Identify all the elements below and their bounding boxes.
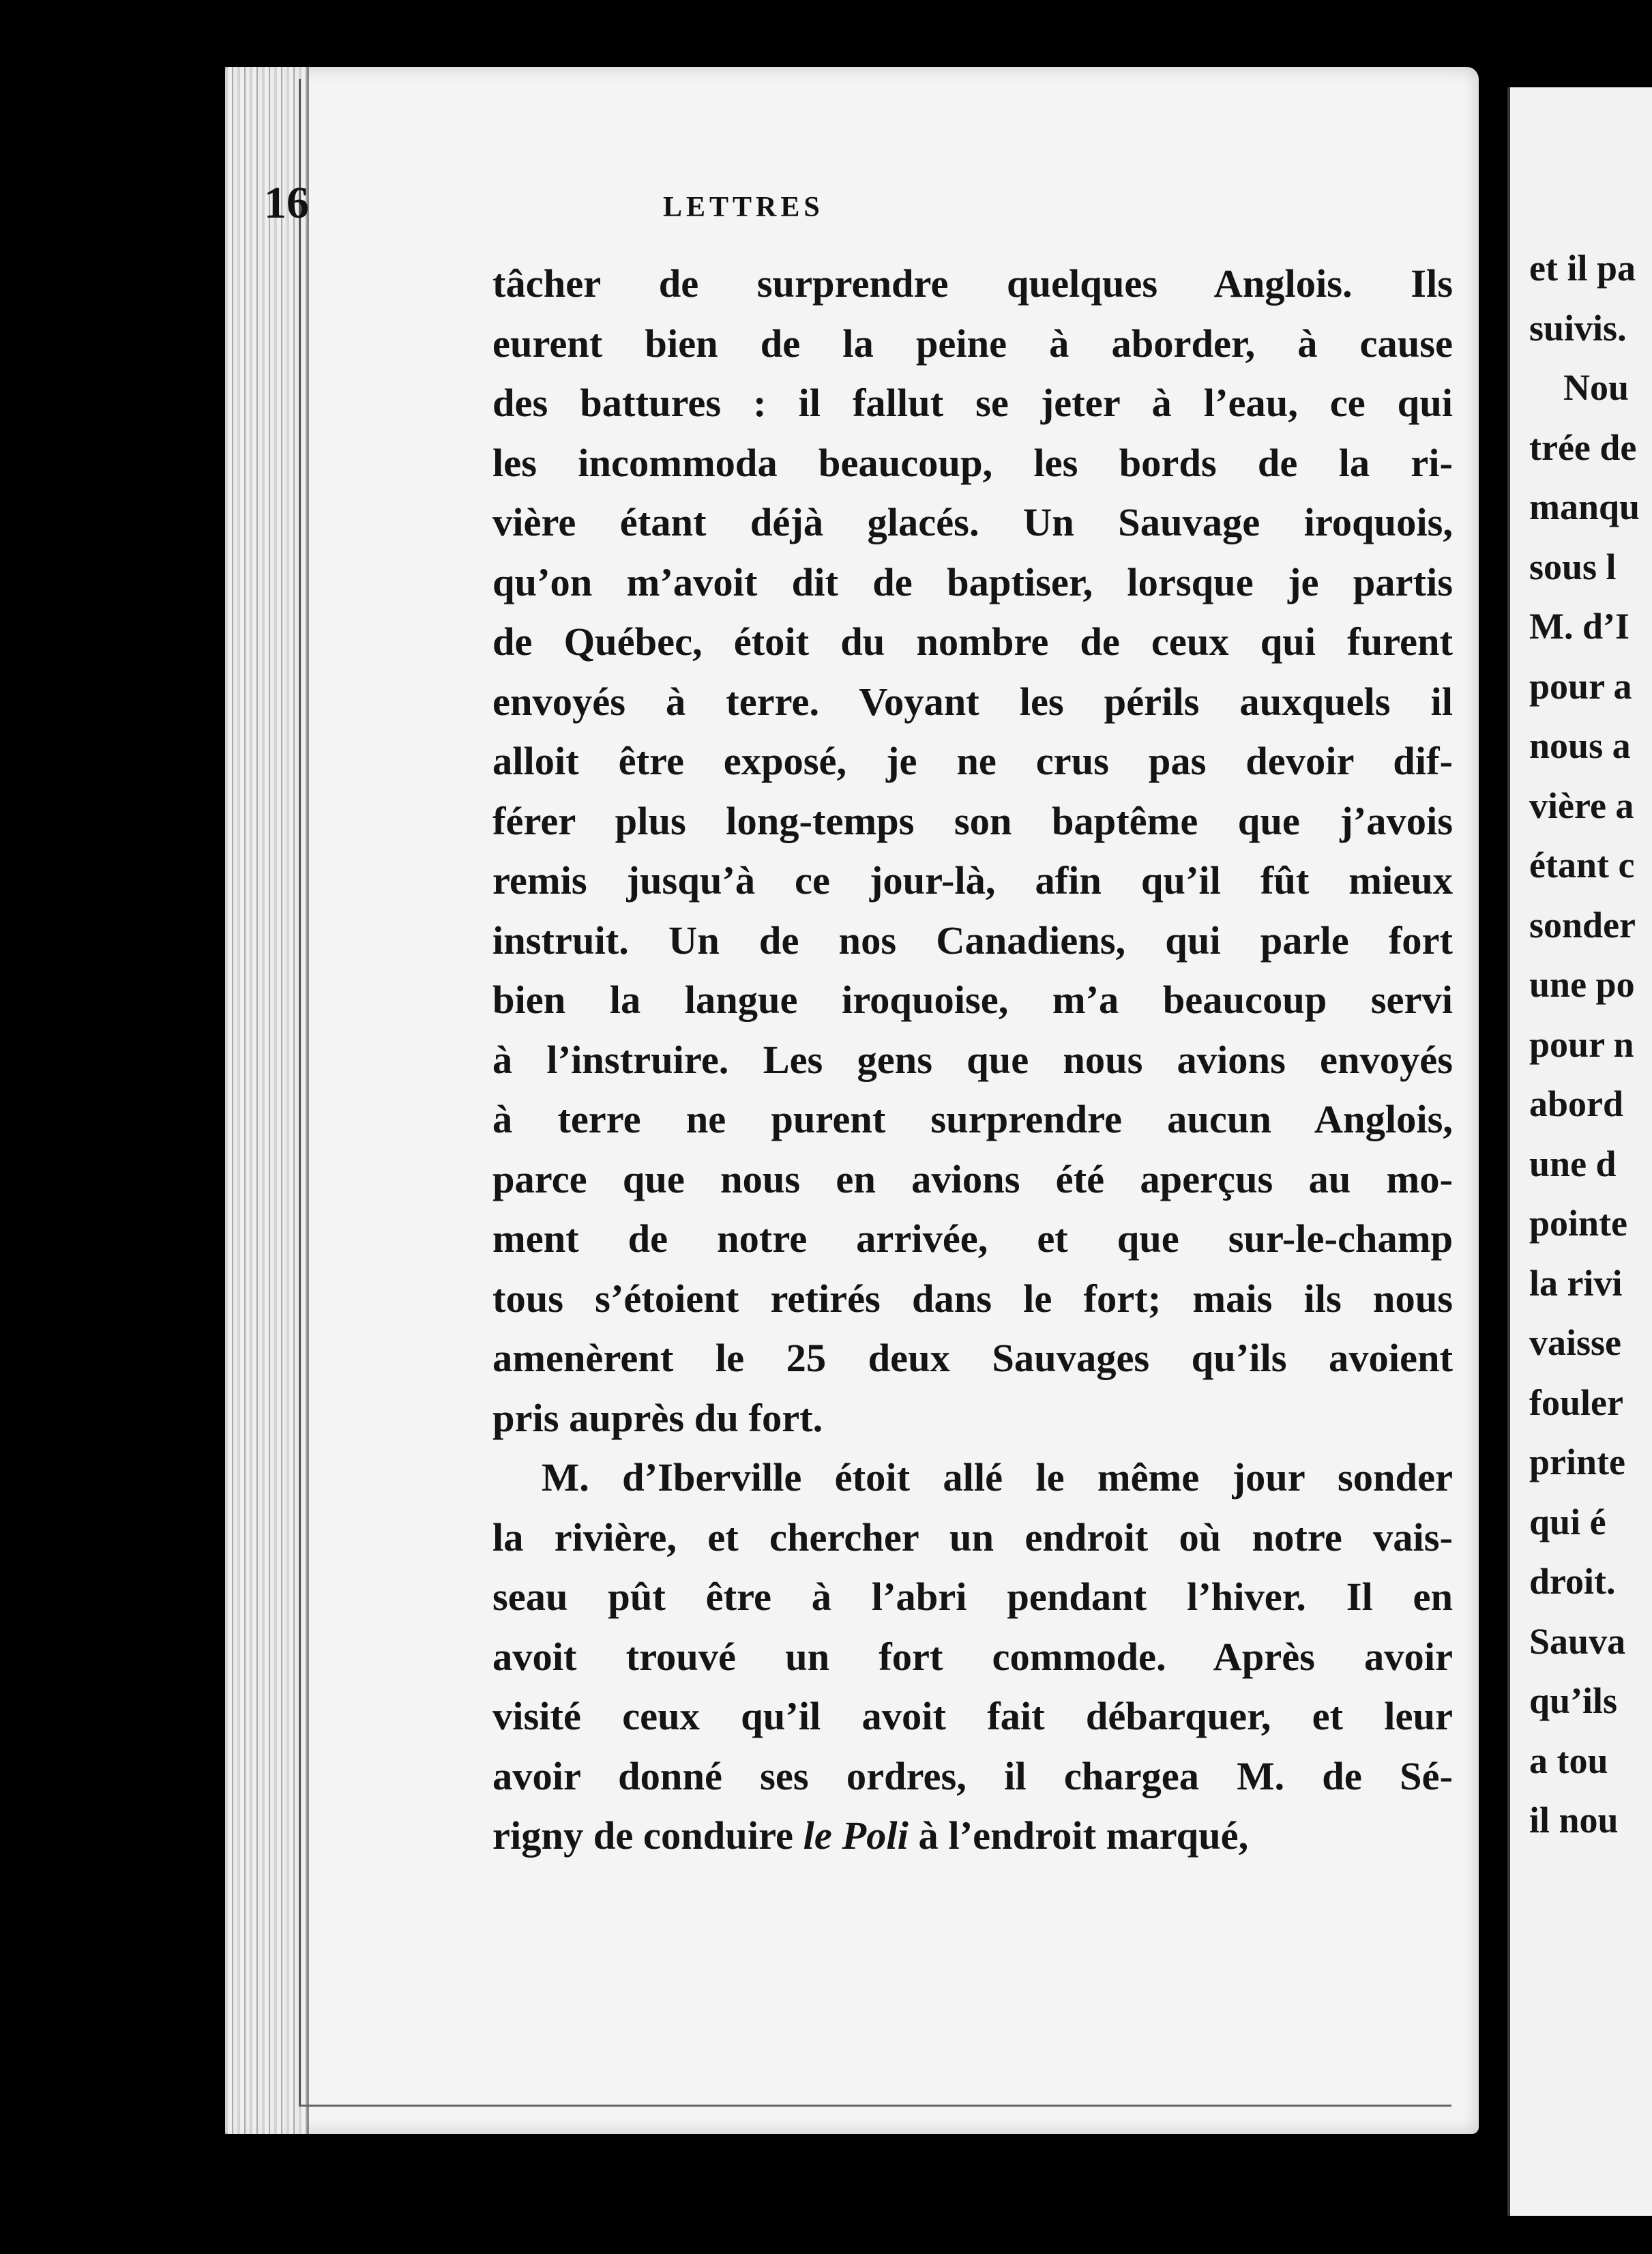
text-line: trée de <box>1529 426 1637 468</box>
text-line: sonder <box>1529 904 1636 946</box>
text-line: printe <box>1529 1441 1625 1482</box>
text-line: Sauva <box>1529 1620 1626 1662</box>
text-line: la rivi <box>1529 1262 1623 1304</box>
text-line: pour a <box>1529 665 1632 707</box>
text-line: à l’instruire. Les gens que nous avions envoyés <box>492 1037 1453 1082</box>
text-line: eurent bien de la peine à aborder, à cause <box>492 321 1453 366</box>
text-line: visité ceux qu’il avoit fait débarquer, et leur <box>492 1694 1453 1738</box>
text-line: bien la langue iroquoise, m’a beaucoup servi <box>492 978 1453 1022</box>
text-line: de Québec, étoit du nombre de ceux qui furent <box>492 619 1453 664</box>
text-line: fouler <box>1529 1381 1623 1423</box>
text-line: ment de notre arrivée, et que sur-le-champ <box>492 1216 1453 1261</box>
text-line: nous a <box>1529 725 1631 766</box>
text-line: amenèrent le 25 deux Sauvages qu’ils avoient <box>492 1336 1453 1380</box>
right-page-fragment <box>1507 87 1652 2216</box>
text-line: parce que nous en avions été aperçus au mo- <box>492 1156 1453 1201</box>
text-line: seau pût être à l’abri pendant l’hiver. Il en <box>492 1575 1453 1619</box>
text-line: pour n <box>1529 1023 1634 1065</box>
left-page-body-text <box>492 254 1453 1866</box>
text-line: et il pa <box>1529 248 1636 289</box>
text-line: M. d’I <box>1529 606 1629 647</box>
text-line: férer plus long-temps son baptême que j’avois <box>492 798 1453 843</box>
text-line: étant c <box>1529 845 1635 886</box>
text-line: sous l <box>1529 546 1617 587</box>
text-line: abord <box>1529 1083 1624 1124</box>
text-line: alloit être exposé, je ne crus pas devoir dif- <box>492 739 1453 783</box>
text-line: qu’ils <box>1529 1680 1618 1721</box>
text-line: qui é <box>1529 1501 1606 1542</box>
text-line: manqu <box>1529 486 1640 527</box>
text-line: les incommoda beaucoup, les bords de la ri- <box>492 440 1453 485</box>
text-line: la rivière, et chercher un endroit où notre vais- <box>492 1514 1453 1560</box>
text-line: pointe <box>1529 1203 1628 1244</box>
text-line: des battures : il fallut se jeter à l’eau, ce qui <box>492 381 1453 425</box>
running-head <box>264 177 1287 239</box>
text-line: rigny de conduire le Poli à l’endroit marqué, <box>492 1813 1249 1858</box>
text-line: une d <box>1529 1143 1617 1184</box>
page-number: 16 <box>264 178 309 228</box>
text-line: M. d’Iberville étoit allé le même jour sonder <box>542 1455 1453 1499</box>
text-line: tâcher de surprendre quelques Anglois. Ils <box>492 261 1453 306</box>
text-line: remis jusqu’à ce jour-là, afin qu’il fût mieux <box>492 858 1453 903</box>
text-line: tous s’étoient retirés dans le fort; mais ils nous <box>492 1276 1453 1321</box>
text-line: une po <box>1529 964 1635 1005</box>
text-line: vière a <box>1529 785 1634 826</box>
text-line: il nou <box>1529 1800 1619 1841</box>
text-line: vaisse <box>1529 1322 1621 1363</box>
text-line: avoir donné ses ordres, il chargea M. de Sé- <box>492 1753 1453 1798</box>
text-line: envoyés à terre. Voyant les périls auxquels il <box>492 679 1453 724</box>
running-header-title: LETTRES <box>663 192 824 223</box>
page-edge-stack <box>225 67 309 2134</box>
text-line: suivis. <box>1529 307 1627 349</box>
text-line: à terre ne purent surprendre aucun Anglois, <box>492 1097 1453 1141</box>
text-line: Nou <box>1563 367 1629 408</box>
text-line: qu’on m’avoit dit de baptiser, lorsque je partis <box>492 559 1453 604</box>
ship-name-italic: le Poli <box>803 1813 909 1858</box>
text-line: instruit. Un de nos Canadiens, qui parle fort <box>492 918 1453 963</box>
text-line: vière étant déjà glacés. Un Sauvage iroquois, <box>492 500 1453 544</box>
text-line: avoit trouvé un fort commode. Après avoir <box>492 1634 1453 1679</box>
right-page-body-text <box>1529 239 1652 1851</box>
text-line: pris auprès du fort. <box>492 1395 823 1440</box>
text-line: a tou <box>1529 1740 1608 1781</box>
text-line: droit. <box>1529 1561 1616 1602</box>
